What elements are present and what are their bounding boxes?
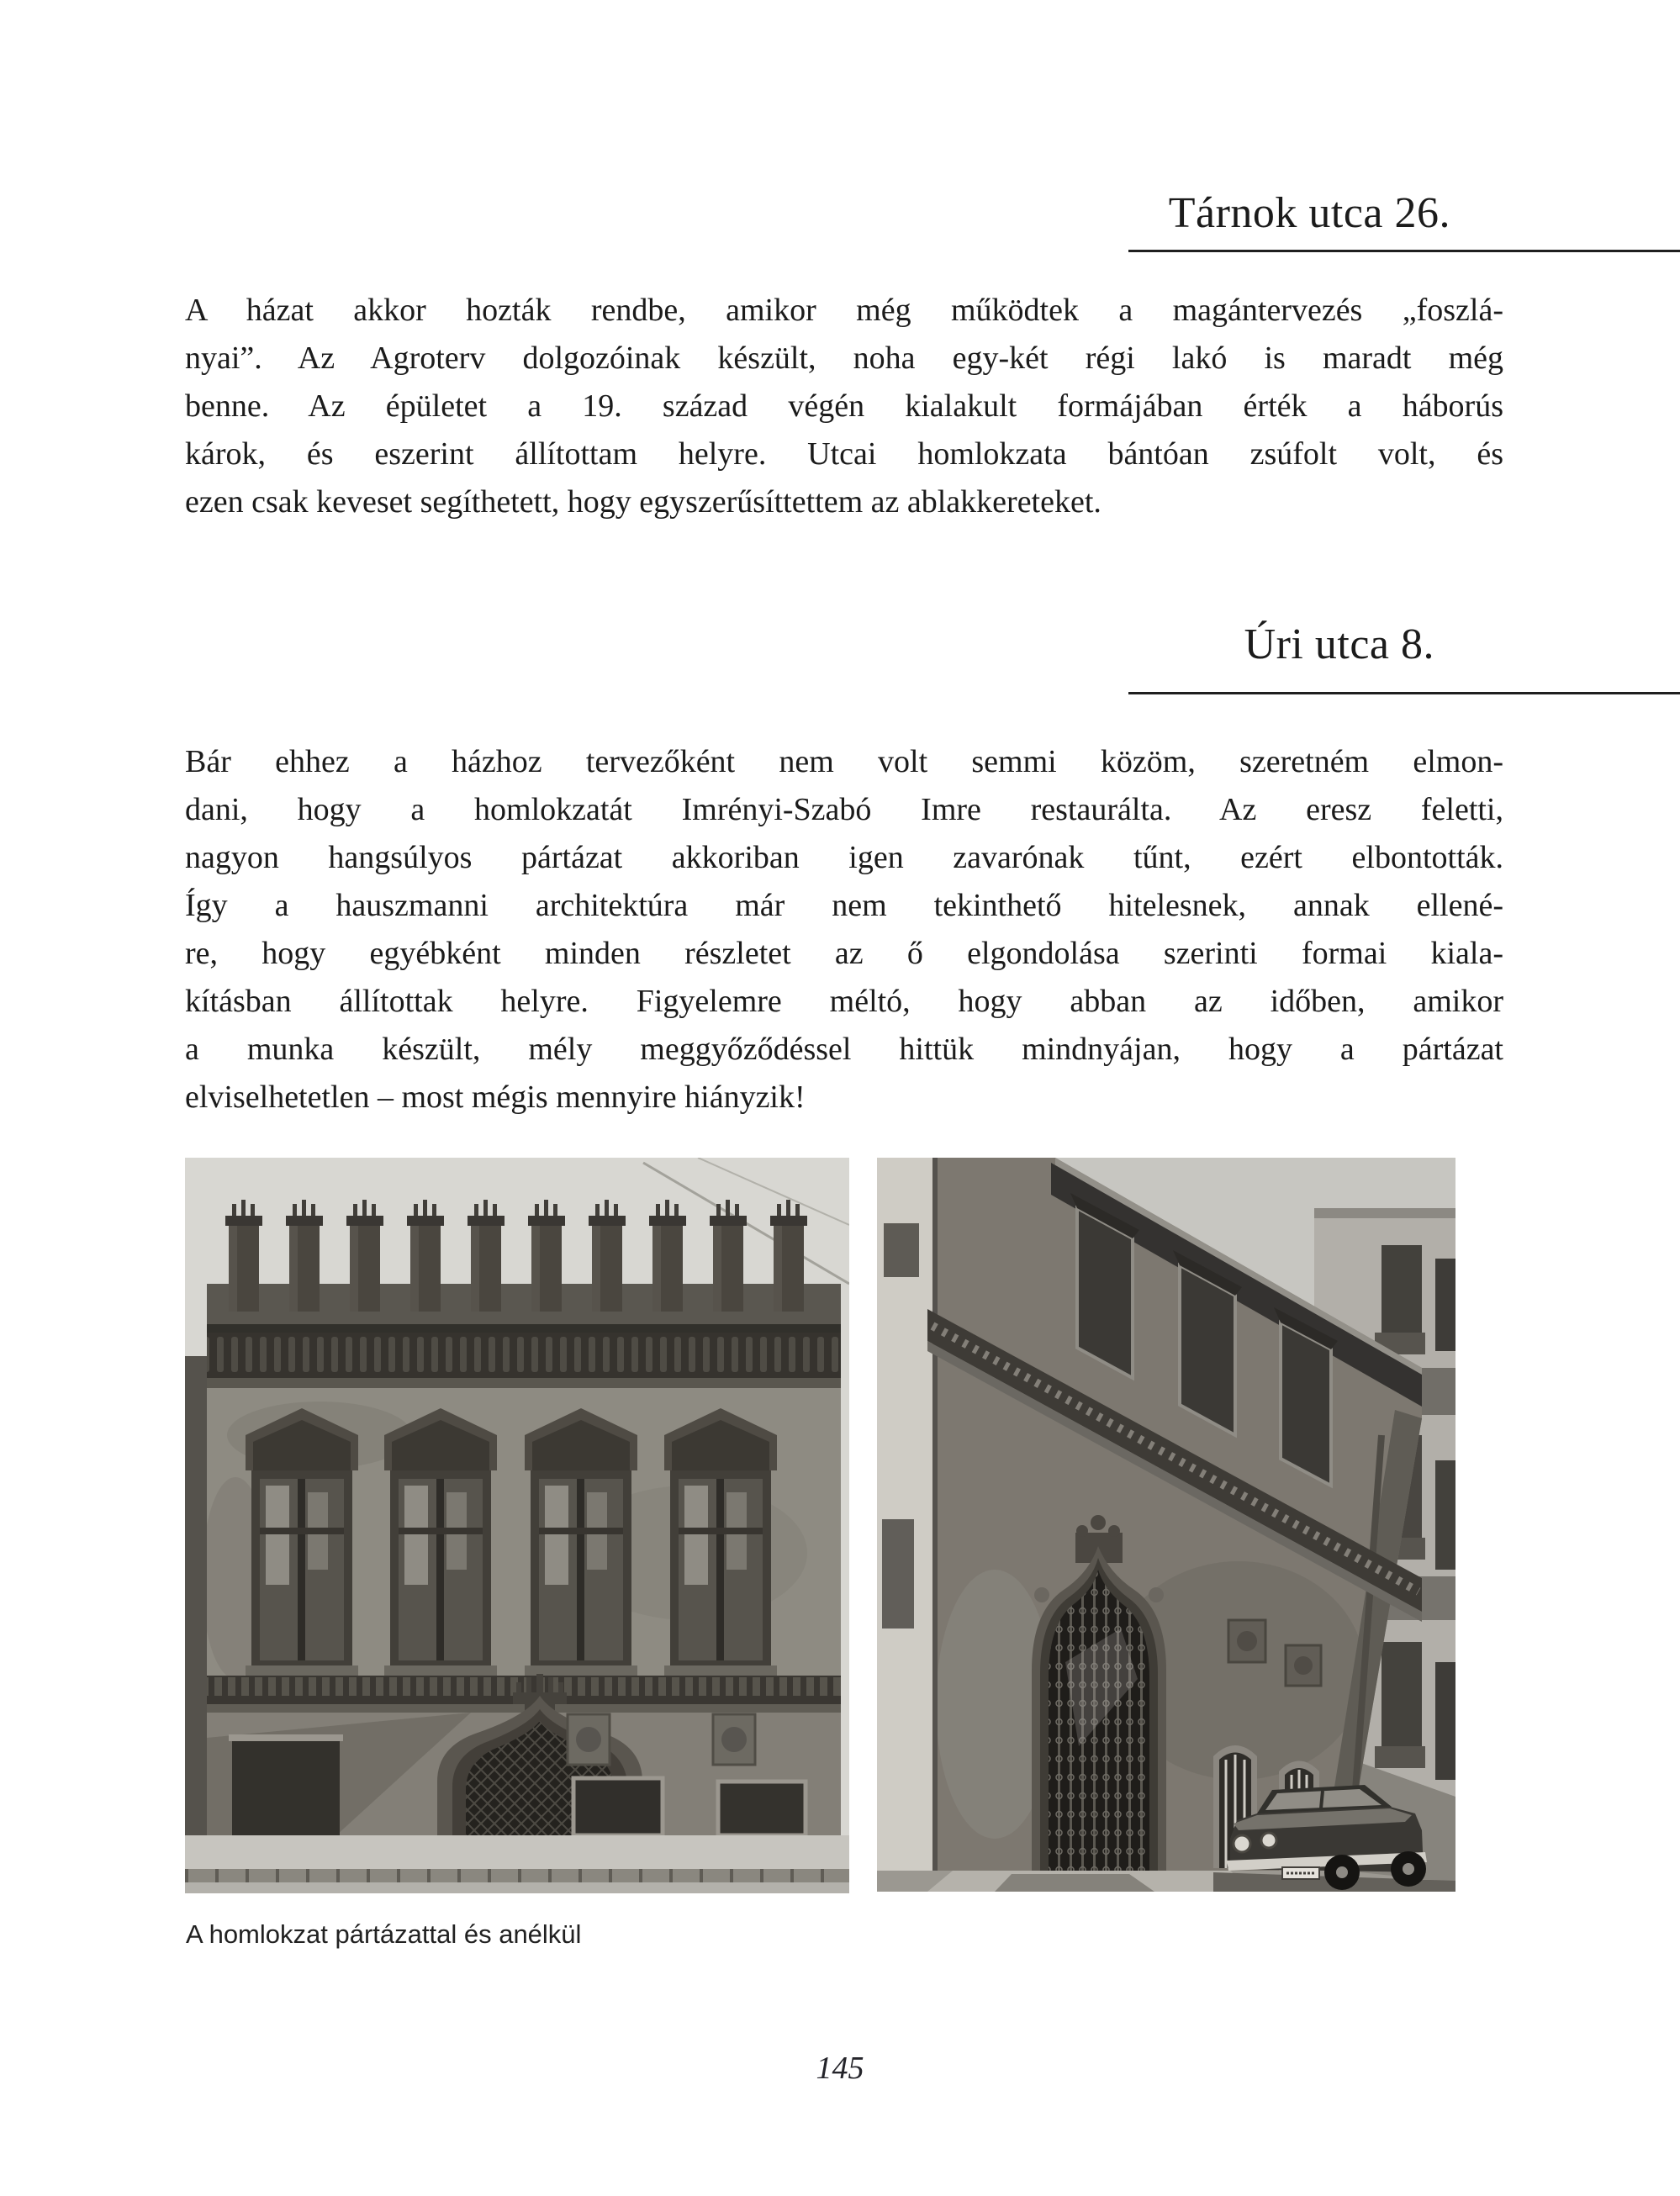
text-line: re, hogy egyébként minden részletet az ő elgondolása szerinti formai kiala- — [185, 936, 1503, 971]
section-heading-tarnok-utca-26: Tárnok utca 26. — [1168, 189, 1450, 237]
text-line: a munka készült, mély meggyőződéssel hittük mindnyájan, hogy a pártázat — [185, 1032, 1503, 1067]
text-line: nyai”. Az Agroterv dolgozóinak készült, noha egy-két régi lakó is maradt még — [185, 340, 1503, 376]
text-line: kításban állítottak helyre. Figyelemre méltó, hogy abban az időben, amikor — [185, 984, 1503, 1019]
figure-caption: A homlokzat pártázattal és anélkül — [186, 1919, 582, 1949]
text-line: A házat akkor hozták rendbe, amikor még működtek a magántervezés „foszlá- — [185, 293, 1503, 328]
text-line: Így a hauszmanni architektúra már nem tekinthető hitelesnek, annak ellené- — [185, 888, 1503, 923]
heading-rule — [1128, 250, 1680, 252]
section-heading-uri-utca-8: Úri utca 8. — [1244, 620, 1434, 668]
text-line: Bár ehhez a házhoz tervezőként nem volt semmi közöm, szeretném elmon- — [185, 744, 1503, 779]
facade-with-parapet-illustration — [185, 1158, 849, 1893]
photo-facade-without-parapet — [877, 1158, 1455, 1892]
heading-rule — [1128, 692, 1680, 694]
page-number: 145 — [816, 2051, 864, 2086]
text-line: benne. Az épületet a 19. század végén kialakult formájában érték a háborús — [185, 388, 1503, 424]
text-line: nagyon hangsúlyos pártázat akkoriban igen zavarónak tűnt, ezért elbontották. — [185, 840, 1503, 875]
text-line: dani, hogy a homlokzatát Imrényi-Szabó Imre restaurálta. Az eresz feletti, — [185, 792, 1503, 827]
text-line: ezen csak keveset segíthetett, hogy egyszerűsíttettem az ablakkereteket. — [185, 484, 1102, 520]
paragraph-tarnok-utca — [185, 287, 1503, 526]
paragraph-uri-utca — [185, 738, 1503, 1122]
facade-without-parapet-illustration — [877, 1158, 1455, 1892]
text-line: elviselhetetlen – most mégis mennyire hiányzik! — [185, 1080, 806, 1115]
photo-facade-with-parapet — [185, 1158, 849, 1893]
text-line: károk, és eszerint állítottam helyre. Utcai homlokzata bántóan zsúfolt volt, és — [185, 436, 1503, 472]
